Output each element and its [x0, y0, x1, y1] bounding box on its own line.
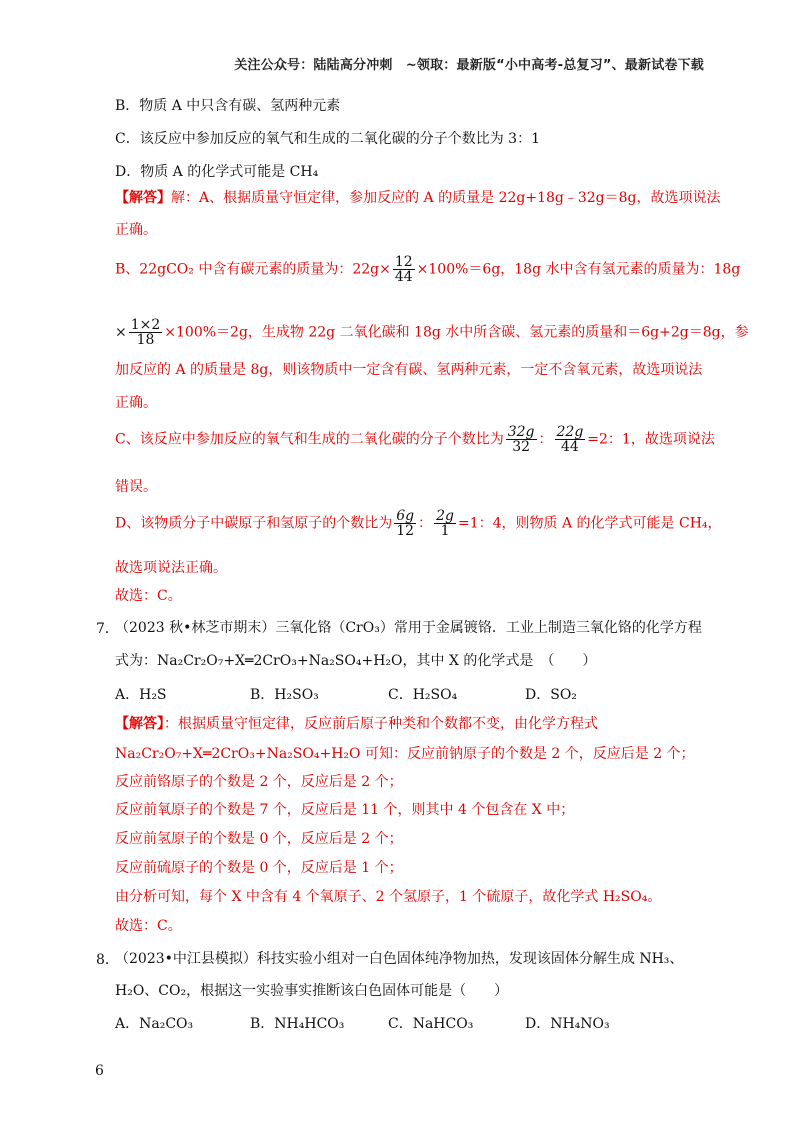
fraction-22g-44: $\frac{22g}{44}$ — [556, 424, 584, 455]
answer-tag: 【解答】 — [115, 716, 164, 732]
fraction-12-44: $\frac{12}{44}$ — [394, 254, 413, 285]
q6-answer-c-line1: C、该反应中参加反应的氧气和生成的二氧化碳的分子个数比为 $\frac{32g}{32}$ ： $\frac{22g}{44}$ =2：1，故选项说法 — [115, 424, 715, 455]
q8-number: 8． — [96, 952, 119, 968]
q7-final-answer: 故选：C。 — [115, 918, 182, 934]
q7-answer-line5: 反应前氢原子的个数是 0 个，反应后是 2 个； — [115, 831, 403, 847]
q7-stem-line1: （2023 秋•林芝市期末）三氧化铬（CrO₃）常用于金属镀铬．工业上制造三氧化铬的化学方程 — [115, 620, 702, 636]
q7-stem-line2: 式为：Na₂Cr₂O₇+X═2CrO₃+Na₂SO₄+H₂O，其中 X 的化学式是 （ ） — [115, 653, 597, 669]
answer-tag: 【解答】 — [115, 190, 171, 206]
q6-answer-a-line1: 【解答】解：A、根据质量守恒定律，参加反应的 A 的质量是 22g+18g﹣32g＝8g，故选项说法 — [115, 190, 721, 206]
q7-answer-line1: 【解答】：根据质量守恒定律，反应前后原子种类和个数都不变，由化学方程式 — [115, 716, 598, 732]
fraction-6g-12: $\frac{6g}{12}$ — [396, 508, 415, 539]
q7-answer-line6: 反应前硫原子的个数是 0 个，反应后是 1 个； — [115, 860, 403, 876]
q7-answer-line3: 反应前铬原子的个数是 2 个，反应后是 2 个； — [115, 774, 403, 790]
q6-answer-b-line3: 加反应的 A 的质量是 8g，则该物质中一定含有碳、氢两种元素，一定不含氧元素，故选项说法 — [115, 362, 703, 378]
q7-option-b: B．H₂SO₃ — [250, 687, 319, 703]
q7-number: 7． — [96, 621, 119, 637]
q8-option-c: C．NaHCO₃ — [388, 1016, 474, 1032]
q6-option-c: C．该反应中参加反应的氧气和生成的二氧化碳的分子个数比为 3：1 — [115, 131, 540, 147]
q7-option-d: D．SO₂ — [525, 687, 577, 703]
q6-answer-a-line2: 正确。 — [115, 222, 157, 238]
q8-stem-line1: （2023•中江县模拟）科技实验小组对一白色固体纯净物加热，发现该固体分解生成 NH₃、 — [115, 951, 684, 967]
q8-option-a: A．Na₂CO₃ — [115, 1016, 194, 1032]
q6-answer-b-line4: 正确。 — [115, 395, 157, 411]
q6-final-answer: 故选：C。 — [115, 588, 182, 604]
q6-answer-b-line2: × $\frac{1\times 2}{18}$ ×100%＝2g，生成物 22g 二氧化碳和 18g 水中所含碳、氢元素的质量和＝6g+2g＝8g，参 — [115, 317, 749, 348]
fraction-32g-32: $\frac{32g}{32}$ — [507, 424, 535, 455]
q7-option-a: A．H₂S — [115, 687, 167, 703]
q6-option-b: B．物质 A 中只含有碳、氢两种元素 — [115, 98, 341, 114]
q7-answer-line4: 反应前氧原子的个数是 7 个，反应后是 11 个，则其中 4 个包含在 X 中； — [115, 802, 575, 818]
page-header: 关注公众号：陆陆高分冲刺 ~领取：最新版“小中高考-总复习”、最新试卷下载 — [234, 58, 704, 73]
page-number: 6 — [95, 1063, 104, 1079]
fraction-2g-1: $\frac{2g}{1}$ — [436, 508, 454, 539]
q7-option-c: C．H₂SO₄ — [388, 687, 458, 703]
q6-option-d: D．物质 A 的化学式可能是 CH₄ — [115, 164, 319, 180]
q7-answer-line7: 由分析可知，每个 X 中含有 4 个氧原子、2 个氢原子，1 个硫原子，故化学式 H₂SO₄。 — [115, 889, 662, 905]
fraction-1x2-18: $\frac{1\times 2}{18}$ — [130, 317, 161, 348]
q6-answer-d-line1: D、该物质分子中碳原子和氢原子的个数比为 $\frac{6g}{12}$ ： $\frac{2g}{1}$ =1：4，则物质 A 的化学式可能是 CH₄， — [115, 508, 722, 539]
q6-answer-d-line2: 故选项说法正确。 — [115, 560, 227, 576]
q8-option-b: B．NH₄HCO₃ — [250, 1016, 345, 1032]
q8-option-d: D．NH₄NO₃ — [525, 1016, 610, 1032]
q6-answer-b-line1: B、22gCO₂ 中含有碳元素的质量为：22g× $\frac{12}{44}$ ×100%＝6g，18g 水中含有氢元素的质量为：18g — [115, 254, 741, 285]
q6-answer-c-line2: 错误。 — [115, 479, 157, 495]
q7-answer-line2: Na₂Cr₂O₇+X═2CrO₃+Na₂SO₄+H₂O 可知：反应前钠原子的个数是 2 个，反应后是 2 个； — [115, 746, 695, 762]
q8-stem-line2: H₂O、CO₂，根据这一实验事实推断该白色固体可能是（ ） — [115, 983, 509, 999]
